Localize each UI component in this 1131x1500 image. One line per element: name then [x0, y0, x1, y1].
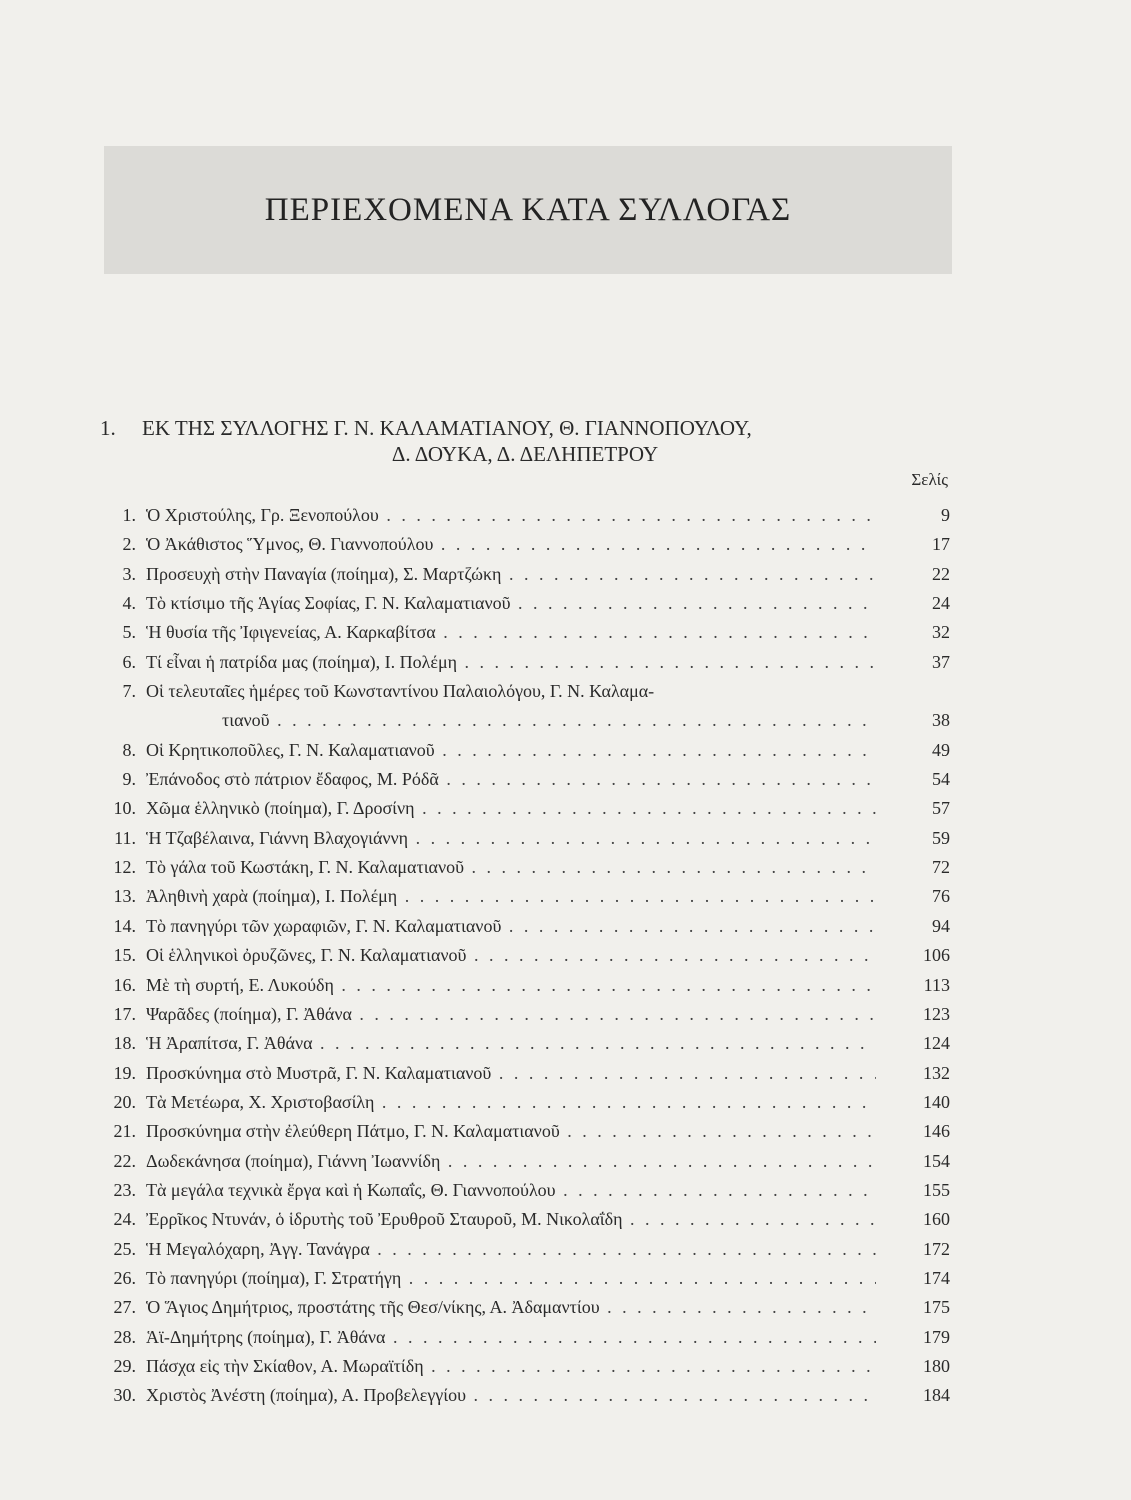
entry-number: 15. [113, 945, 136, 966]
entry-number: 6. [122, 651, 136, 672]
toc-entry [100, 1088, 950, 1117]
entry-title: Ὁ Ἅγιος Δημήτριος, προστάτης τῆς Θεσ/νίκης, Α. Ἀδαμαντίου . . . [146, 1293, 876, 1322]
entry-number: 16. [113, 974, 136, 995]
entry-title: Προσκύνημα στὴν ἐλεύθερη Πάτμο, Γ. Ν. Καλαματιανοῦ . . . [146, 1117, 876, 1146]
entry-page-number: 59 [932, 827, 950, 848]
toc-entry [100, 677, 950, 736]
toc-entry [100, 560, 950, 589]
entry-title: Τί εἶναι ἡ πατρίδα μας (ποίημα), Ι. Πολέμη . . . [146, 648, 876, 677]
entry-number: 22. [113, 1150, 136, 1171]
entry-title: Ὁ Χριστούλης, Γρ. Ξενοπούλου . . . [146, 501, 876, 530]
toc-entry [100, 794, 950, 823]
entry-page-number: 155 [923, 1179, 950, 1200]
entry-number: 5. [122, 622, 136, 643]
entry-page-number: 106 [923, 945, 950, 966]
entry-number: 19. [113, 1062, 136, 1083]
entry-title: Ἡ Μεγαλόχαρη, Ἀγγ. Τανάγρα . . . [146, 1235, 876, 1264]
entry-number: 11. [114, 827, 136, 848]
entry-title: Ἡ Ἀραπίτσα, Γ. Ἀθάνα . . . [146, 1029, 876, 1058]
entry-number: 21. [113, 1121, 136, 1142]
entry-title: Ψαρᾶδες (ποίημα), Γ. Ἀθάνα . . . [146, 1000, 876, 1029]
entry-page-number: 9 [941, 505, 950, 525]
toc-entry [100, 1147, 950, 1176]
entry-title: Τὸ κτίσιμο τῆς Ἁγίας Σοφίας, Γ. Ν. Καλαματιανοῦ . . . [146, 589, 876, 618]
toc-entry [100, 824, 950, 853]
toc-entry [100, 1293, 950, 1322]
entry-page-number: 184 [923, 1385, 950, 1406]
entry-title: Χριστὸς Ἀνέστη (ποίημα), Α. Προβελεγγίου . . . [146, 1381, 876, 1410]
entry-number: 29. [113, 1355, 136, 1376]
toc-entry [100, 1235, 950, 1264]
entry-page-number: 113 [923, 974, 950, 995]
entry-number: 12. [113, 857, 136, 878]
entry-page-number: 94 [932, 915, 950, 936]
entry-number: 27. [113, 1297, 136, 1318]
entry-title: Ἁϊ-Δημήτρης (ποίημα), Γ. Ἀθάνα . . . [146, 1323, 876, 1352]
entry-number: 1. [122, 505, 136, 525]
entry-page-number: 179 [923, 1326, 950, 1347]
entry-title: Οἱ ἑλληνικοὶ ὀρυζῶνες, Γ. Ν. Καλαματιανοῦ . . . [146, 941, 876, 970]
toc-entry [100, 501, 950, 530]
toc-entry [100, 912, 950, 941]
entry-page-number: 76 [932, 886, 950, 907]
section-title-line-1: ΕΚ ΤΗΣ ΣΥΛΛΟΓΗΣ Γ. Ν. ΚΑΛΑΜΑΤΙΑΝΟΥ, Θ. ΓΙΑΝΝΟΠΟΥΛΟΥ, [142, 416, 752, 440]
entry-title: Δωδεκάνησα (ποίημα), Γιάννη Ἰωαννίδη . . . [146, 1147, 876, 1176]
entry-page-number: 132 [923, 1062, 950, 1083]
entry-title: Ἐπάνοδος στὸ πάτριον ἔδαφος, Μ. Ρόδᾶ . . . [146, 765, 876, 794]
entry-page-number: 22 [932, 563, 950, 584]
entry-page-number: 180 [923, 1355, 950, 1376]
toc-entry [100, 853, 950, 882]
toc-entry [100, 882, 950, 911]
entry-number: 20. [113, 1091, 136, 1112]
entry-page-number: 24 [932, 593, 950, 614]
entry-page-number: 140 [923, 1091, 950, 1112]
entry-page-number: 123 [923, 1003, 950, 1024]
toc-entry [100, 618, 950, 647]
section-number: 1. [100, 416, 116, 440]
entry-title: Τὸ γάλα τοῦ Κωστάκη, Γ. Ν. Καλαματιανοῦ . . . [146, 853, 876, 882]
toc-entry [100, 941, 950, 970]
entry-page-number: 175 [923, 1297, 950, 1318]
entry-number: 2. [122, 534, 136, 555]
entry-title: Προσκύνημα στὸ Μυστρᾶ, Γ. Ν. Καλαματιανοῦ . . . [146, 1059, 876, 1088]
toc-entry [100, 971, 950, 1000]
entry-title: Πάσχα εἰς τὴν Σκίαθον, Α. Μωραϊτίδη . . . [146, 1352, 876, 1381]
toc-entry [100, 1205, 950, 1234]
title-band [104, 146, 952, 274]
entry-page-number: 54 [932, 769, 950, 790]
entry-title: Τὰ Μετέωρα, Χ. Χριστοβασίλη . . . [146, 1088, 876, 1117]
entry-page-number: 146 [923, 1121, 950, 1142]
entry-title: Ἡ Τζαβέλαινα, Γιάννη Βλαχογιάννη . . . [146, 824, 876, 853]
entry-number: 17. [113, 1003, 136, 1024]
entry-number: 18. [113, 1033, 136, 1054]
entry-title: Τὰ μεγάλα τεχνικὰ ἔργα καὶ ἡ Κωπαΐς, Θ. Γιαννοπούλου . . . [146, 1176, 876, 1205]
entry-title: Προσευχὴ στὴν Παναγία (ποίημα), Σ. Μαρτζώκη . . . [146, 560, 876, 589]
entry-page-number: 32 [932, 622, 950, 643]
entry-page-number: 172 [923, 1238, 950, 1259]
section-title-line-2: Δ. ΔΟΥΚΑ, Δ. ΔΕΛΗΠΕΤΡΟΥ [391, 442, 659, 466]
page-title: ΠΕΡΙΕΧΟΜΕΝΑ ΚΑΤΑ ΣΥΛΛΟΓΑΣ [264, 191, 792, 228]
entry-page-number: 38 [932, 710, 950, 731]
entry-title: Χῶμα ἑλληνικὸ (ποίημα), Γ. Δροσίνη . . . [146, 794, 876, 823]
toc-entry [100, 1000, 950, 1029]
toc-entry [100, 1176, 950, 1205]
entry-number: 8. [122, 739, 136, 760]
toc-entry [100, 1117, 950, 1146]
entry-number: 4. [122, 593, 136, 614]
toc-entry [100, 1323, 950, 1352]
entry-page-number: 160 [923, 1209, 950, 1230]
entry-number: 3. [122, 563, 136, 584]
entry-number: 30. [113, 1385, 136, 1406]
entry-title: Τὸ πανηγύρι τῶν χωραφιῶν, Γ. Ν. Καλαματιανοῦ . . . [146, 912, 876, 941]
entry-page-number: 124 [923, 1033, 950, 1054]
entry-title: Ἀληθινὴ χαρὰ (ποίημα), Ι. Πολέμη . . . [146, 882, 876, 911]
toc-entry [100, 1029, 950, 1058]
entry-number: 26. [113, 1267, 136, 1288]
toc-entry [100, 648, 950, 677]
toc-entry [100, 1059, 950, 1088]
toc-entry [100, 1352, 950, 1381]
toc-entry [100, 765, 950, 794]
entry-number: 24. [113, 1209, 136, 1230]
entry-title: Τὸ πανηγύρι (ποίημα), Γ. Στρατήγη . . . [146, 1264, 876, 1293]
entry-page-number: 37 [932, 651, 950, 672]
toc-entry [100, 736, 950, 765]
pages-column-label: Σελίς [911, 470, 948, 489]
entry-number: 25. [113, 1238, 136, 1259]
entry-title: Οἱ τελευταῖες ἡμέρες τοῦ Κωνσταντίνου Παλαιολόγου, Γ. Ν. Καλαμα- [146, 681, 655, 702]
entry-number: 23. [113, 1179, 136, 1200]
entry-title: Ἐρρῖκος Ντυνάν, ὁ ἱδρυτὴς τοῦ Ἐρυθροῦ Σταυροῦ, Μ. Νικολαΐδη . . . [146, 1205, 876, 1234]
toc-entry [100, 589, 950, 618]
table-of-contents [100, 501, 950, 1411]
entry-number: 7. [122, 681, 136, 702]
entry-page-number: 49 [932, 739, 950, 760]
entry-number: 10. [113, 798, 136, 819]
entry-number: 28. [113, 1326, 136, 1347]
entry-number: 14. [113, 915, 136, 936]
entry-title: Ὁ Ἀκάθιστος Ὕμνος, Θ. Γιαννοπούλου . . . [146, 530, 876, 559]
entry-number: 9. [122, 769, 136, 790]
entry-title: Οἱ Κρητικοποῦλες, Γ. Ν. Καλαματιανοῦ . . . [146, 736, 876, 765]
entry-page-number: 72 [932, 857, 950, 878]
entry-page-number: 174 [923, 1267, 950, 1288]
entry-title: Μὲ τὴ συρτή, Ε. Λυκούδη . . . [146, 971, 876, 1000]
toc-entry [100, 1264, 950, 1293]
toc-entry [100, 530, 950, 559]
entry-page-number: 17 [932, 534, 950, 555]
entry-title: Ἡ θυσία τῆς Ἰφιγενείας, Α. Καρκαβίτσα . . . [146, 618, 876, 647]
entry-page-number: 57 [932, 798, 950, 819]
entry-title-continuation: τιανοῦ . . . [222, 706, 876, 735]
entry-number: 13. [113, 886, 136, 907]
entry-page-number: 154 [923, 1150, 950, 1171]
toc-entry [100, 1381, 950, 1410]
